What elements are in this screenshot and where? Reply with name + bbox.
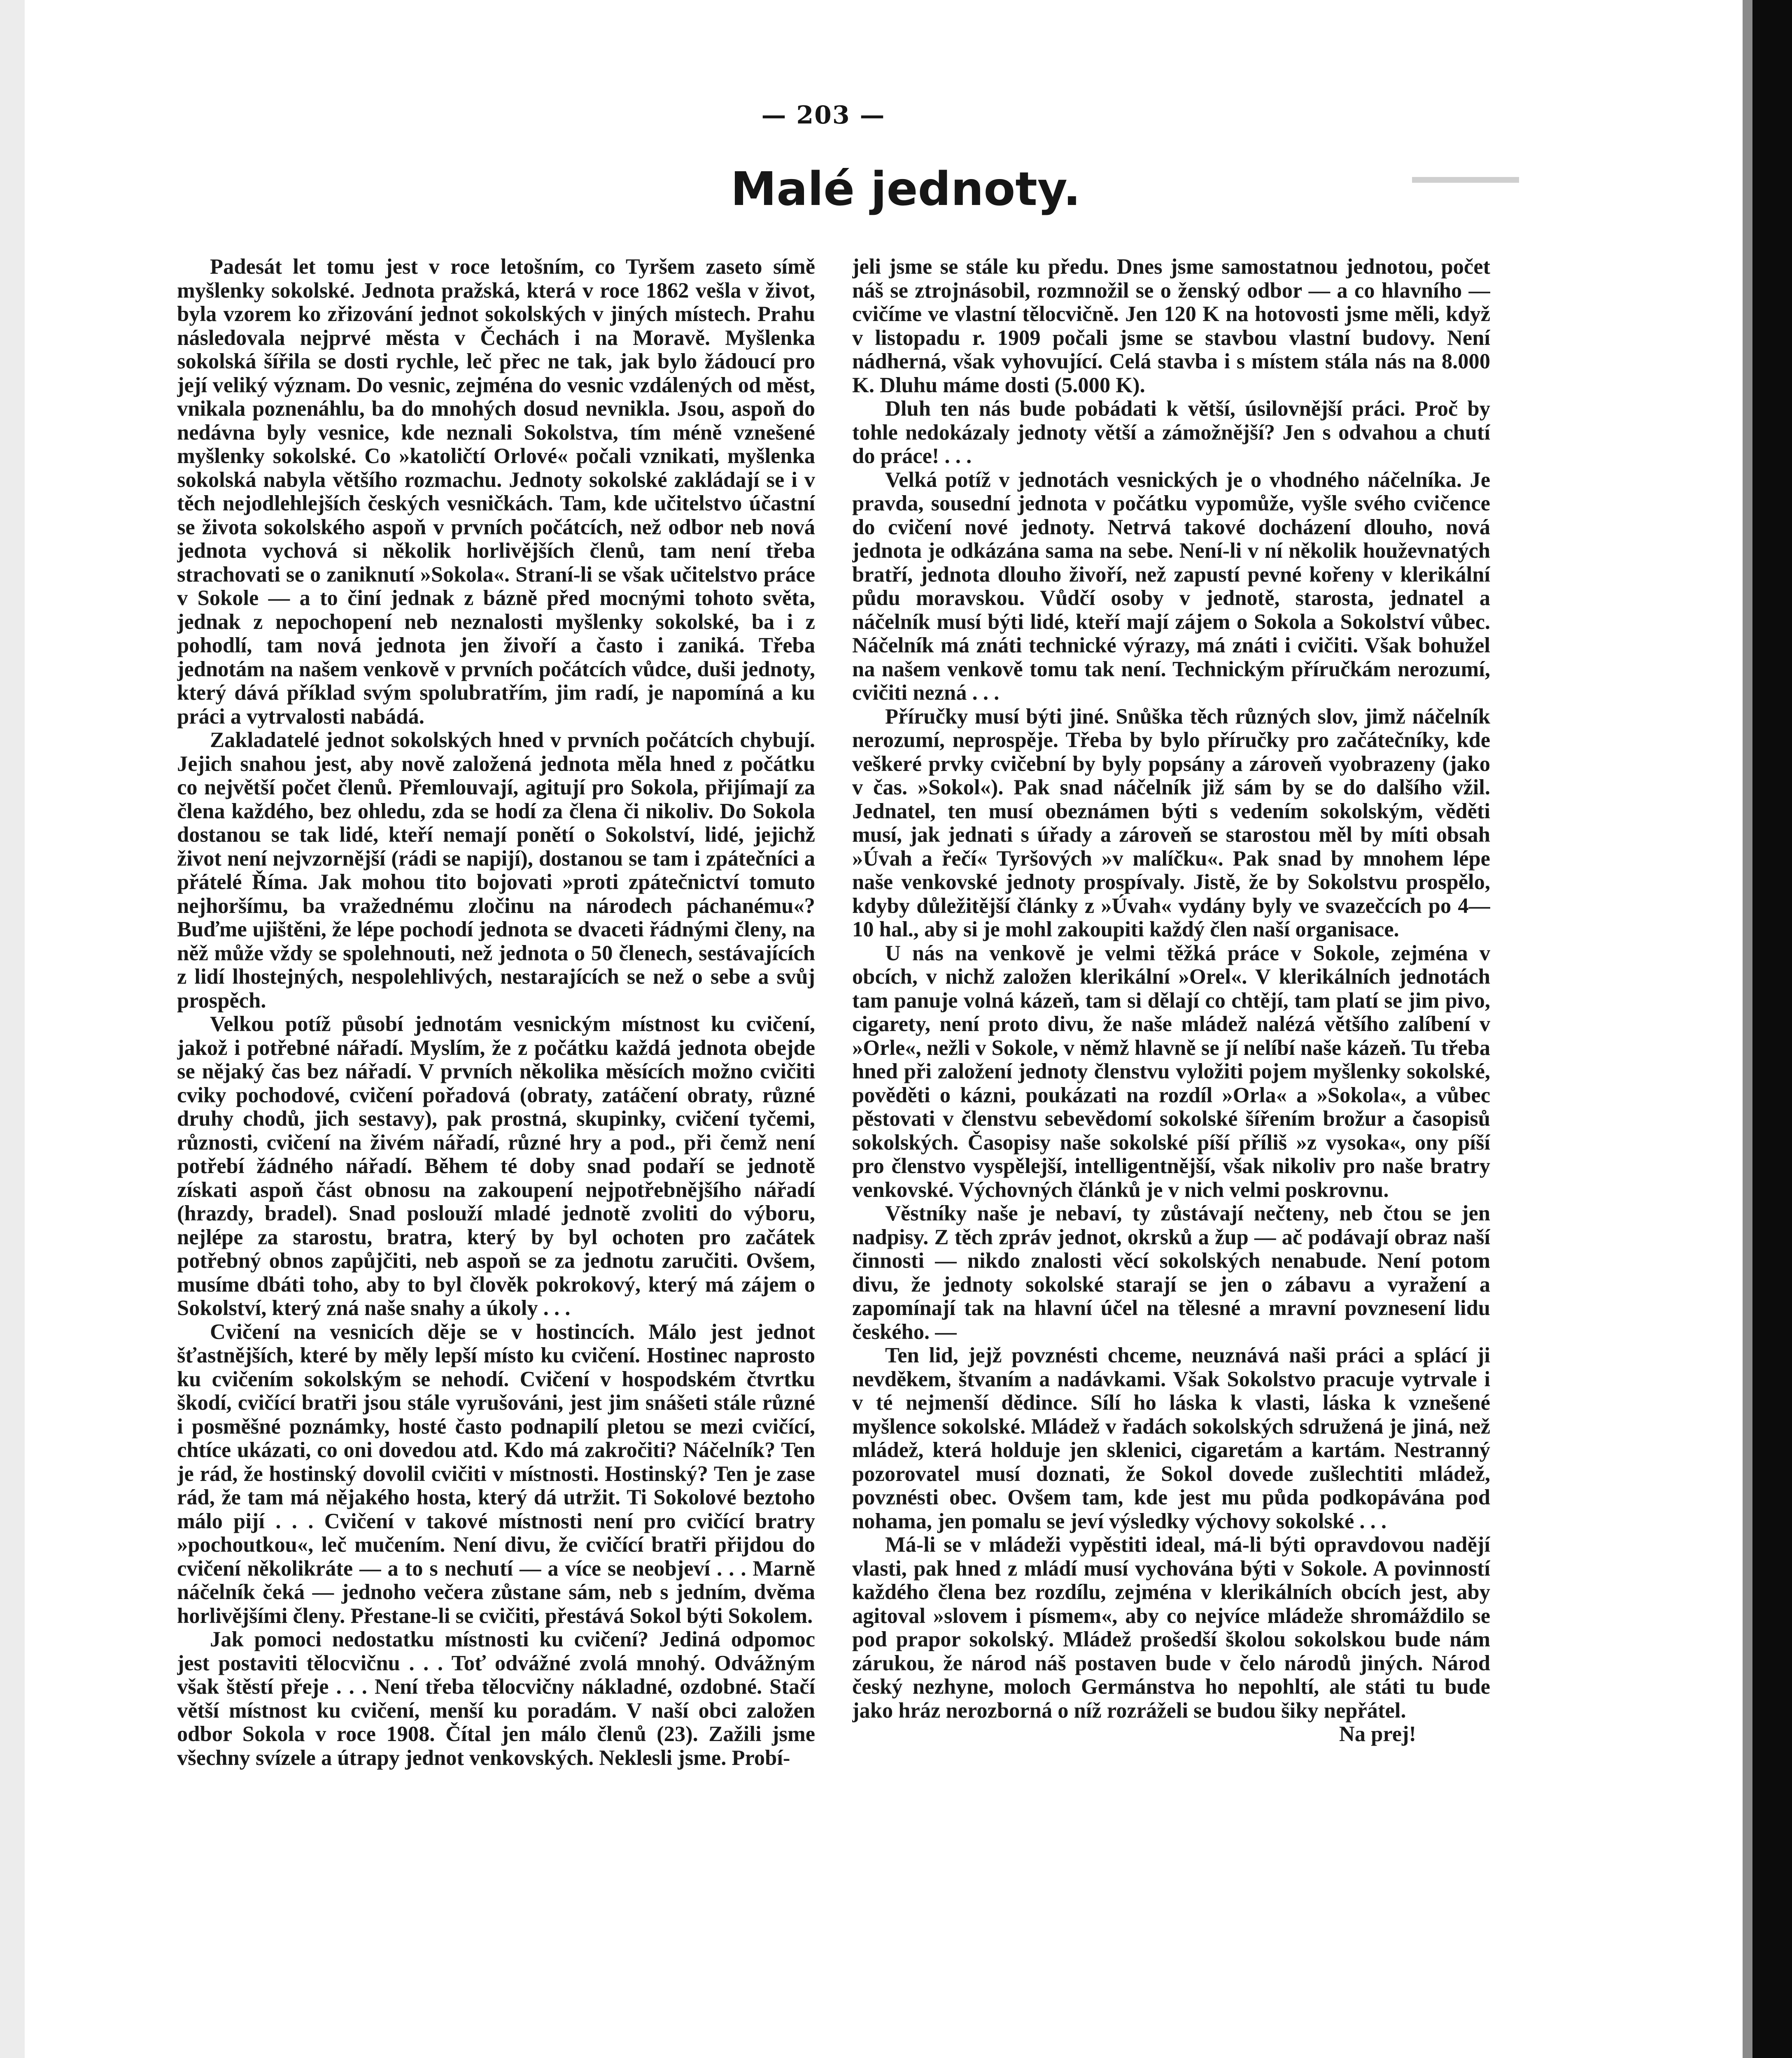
paragraph: Věstníky naše je nebaví, ty zůstávají nečteny, neb čtou se jen nadpisy. Z těch zpráv jednot, okrsků a žup — ač podávají obraz naší činnosti — nikdo znalosti věcí sokolských nenabude. Není potom divu, že jednoty sokolské starají se jen o zábavu a vyražení a zapomínají tak na hlavní účel na tělesné a mravní povznesení lidu českého. —: [852, 1201, 1490, 1344]
paragraph-continued: jeli jsme se stále ku předu. Dnes jsme samostatnou jednotou, počet náš se ztrojnásobil, rozmnožil se o ženský odbor — a co hlavního — cvičíme ve vlastní tělocvičně. Jen 120 K na hotovosti jsme měli, když v listopadu r. 1909 počali jsme se stavbou vlastní budovy. Není nádherná, však vyhovující. Celá stavba i s místem stála nás na 8.000 K. Dluhu máme dosti (5.000 K).: [852, 255, 1490, 397]
paragraph: Ten lid, jejž povznésti chceme, neuznává naši práci a splácí ji nevděkem, štvaním a nadávkami. Však Sokolstvo pracuje vytrvale i v té nejmenší dědince. Sílí ho láska k vlasti, láska k vznešené myšlence sokolské. Mládež v řadách sokolských sdružená je jiná, než mládež, která holduje jen sklenici, cigaretám a kartám. Nestranný pozorovatel musí doznati, že Sokol dovede zušlechtiti mládež, povznésti obec. Ovšem tam, kde jest mu půda podkopávána pod nohama, jen pomalu se jeví výsledky výchovy sokolské . . .: [852, 1343, 1490, 1533]
margin-mark: [1412, 177, 1519, 183]
closing-salutation: Na prej!: [1339, 1722, 1416, 1746]
scan-left-edge: [0, 0, 25, 2058]
scan-right-gap: [1743, 0, 1752, 2058]
paragraph: Zakladatelé jednot sokolských hned v prvních počátcích chybují. Jejich snahou jest, aby nově založená jednota měla hned z počátku co největší počet členů. Přemlouvají, agitují pro Sokola, přijímají za člena každého, bez ohledu, zda se hodí za člena či nikoliv. Do Sokola dostanou se tak lidé, kteří nemají ponětí o Sokolství, lidé, jejichž život není nejvzornější (rádi se napijí), dostanou se tam i zpátečníci a přátelé Říma. Jak mohou tito bojovati »proti zpátečnictví tomuto nejhoršímu, ba vražednému zločinu na národech páchanému«? Buďme ujištěni, že lépe pochodí jednota se dvaceti řádnými členy, na něž může vždy se spolehnouti, než jednota o 50 členech, sestávajících z lidí lhostejných, nespolehlivých, nestarajících se než o sebe a svůj prospěch.: [177, 728, 815, 1013]
page-number: — 203 —: [761, 101, 886, 130]
left-column: [177, 255, 815, 2042]
paragraph: Má-li se v mládeži vypěstiti ideal, má-li býti opravdovou nadějí vlasti, pak hned z mládí musí vychována býti v Sokole. A povinností každého člena bez rozdílu, zejména v klerikálních obcích jest, aby agitoval »slovem i písmem«, aby co nejvíce mládeže shromáždilo se pod prapor sokolský. Mládež prošedší školou sokolskou bude nám zárukou, že národ náš postaven bude v čelo národů jiných. Národ český nezhyne, moloch Germánstva ho nepohltí, ale státi tu bude jako hráz nerozborná o níž rozráželi se budou šiky nepřátel.: [852, 1533, 1490, 1723]
article-title: Malé jednoty.: [730, 163, 1081, 216]
scan-right-edge: [1752, 0, 1792, 2058]
paragraph: Velkou potíž působí jednotám vesnickým místnost ku cvičení, jakož i potřebné nářadí. Myslím, že z počátku každá jednota obejde se nějaký čas bez nářadí. V prvních několika měsících možno cvičiti cviky pochodové, cvičení pořadová (obraty, zatáčení obraty, různé druhy chodů, jich sestavy), pak prostná, skupinky, cvičení tyčemi, různosti, cvičení na živém nářadí, různé hry a pod., při čemž není potřebí žádného nářadí. Během té doby snad podaří se jednotě získati aspoň část obnosu na zakoupení nejpotřebnějšího nářadí (hrazdy, bradel). Snad poslouží mladé jednotě zvoliti do výboru, nejlépe za starostu, bratra, který by byl ochoten pro začátek potřebný obnos zapůjčiti, neb aspoň se za jednotu zaručiti. Ovšem, musíme dbáti toho, aby to byl člověk pokrokový, který má zájem o Sokolství, který zná naše snahy a úkoly . . .: [177, 1012, 815, 1320]
right-column: [852, 255, 1490, 2042]
paragraph: Příručky musí býti jiné. Snůška těch různých slov, jimž náčelník nerozumí, neprospěje. Třeba by bylo příručky pro začátečníky, kde veškeré prvky cvičební by byly popsány a zároveň vyobrazeny (jako v čas. »Sokol«). Pak snad náčelník již sám by se do dalšího vžil. Jednatel, ten musí obeznámen býti s vedením sokolským, věděti musí, jak jednati s úřady a zároveň se starostou měl by míti obsah »Úvah a řečí« Tyršových »v malíčku«. Pak snad by mnohem lépe naše venkovské jednoty prospívaly. Jistě, že by Sokolstvu prospělo, kdyby důležitější články z »Úvah« vydány byly ve svazečcích po 4—10 hal., aby si je mohl zakoupiti každý člen naší organisace.: [852, 704, 1490, 941]
paragraph: Padesát let tomu jest v roce letošním, co Tyršem zaseto símě myšlenky sokolské. Jednota pražská, která v roce 1862 vešla v život, byla vzorem ko zřizování jednot sokolských v jiných místech. Prahu následovala nejprvé města v Čechách i na Moravě. Myšlenka sokolská šířila se dosti rychle, leč přec ne tak, jak bylo žádoucí pro její veliký význam. Do vesnic, zejména do vesnic vzdálených od měst, vnikala poznenáhlu, ba do mnohých dosud nevnikla. Jsou, aspoň do nedávna byly vesnice, kde neznali Sokolstva, tím méně vznešené myšlenky sokolské. Co »katoličtí Orlové« počali vznikati, myšlenka sokolská nabyla většího rozmachu. Jednoty sokolské zakládají se i v těch nejodlehlejších českých vesničkách. Tam, kde učitelstvo účastní se života sokolského aspoň v prvních počátcích, než odbor neb nová jednota vychová si několik horlivějších členů, tam není třeba strachovati se o zaniknutí »Sokola«. Straní-li se však učitelstvo práce v Sokole — a to činí jednak z bázně před mocnými tohoto světa, jednak z nepochopení neb neznalosti myšlenky sokolské, ba i z pohodlí, tam nová jednota jen živoří a často i zaniká. Třeba jednotám na našem venkově v prvních počátcích vůdce, duši jednoty, který dává příklad svým spolubratřím, jim radí, je napomíná a ku práci a vytrvalosti nabádá.: [177, 255, 815, 729]
paragraph: Jak pomoci nedostatku místnosti ku cvičení? Jediná odpomoc jest postaviti tělocvičnu . . . Toť odvážné zvolá mnohý. Odvážným však štěstí přeje . . . Není třeba tělocvičny nákladné, ozdobné. Stačí větší místnost ku cvičení, menší ku poradám. V naší obci založen odbor Sokola v roce 1908. Čítal jen málo členů (23). Zažili jsme všechny svízele a útrapy jednot venkovských. Neklesli jsme. Probí-: [177, 1627, 815, 1770]
paragraph: Velká potíž v jednotách vesnických je o vhodného náčelníka. Je pravda, sousední jednota v počátku vypomůže, vyšle svého cvičence do cvičení nové jednoty. Netrvá takové docházení dlouho, nová jednota je odkázána sama na sebe. Není-li v ní několik houževnatých bratří, jednota dlouho živoří, než zapustí pevné kořeny v klerikální půdu moravskou. Vůdčí osoby v jednotě, starosta, jednatel a náčelník musí býti lidé, kteří mají zájem o Sokola a Sokolství vůbec. Náčelník má znáti technické výrazy, má znáti i cvičiti. Však bohužel na našem venkově tomu tak není. Technickým příručkám nerozumí, cvičiti nezná . . .: [852, 468, 1490, 705]
paragraph: Dluh ten nás bude pobádati k větší, úsilovnější práci. Proč by tohle nedokázaly jednoty větší a zámožnější? Jen s odvahou a chutí do práce! . . .: [852, 397, 1490, 468]
paragraph: U nás na venkově je velmi těžká práce v Sokole, zejména v obcích, v nichž založen klerikální »Orel«. V klerikálních jednotách tam panuje volná kázeň, tam si dělají co chtějí, tam platí se jim pivo, cigarety, není proto divu, že naše mládež nalézá většího zalíbení v »Orle«, nežli v Sokole, v němž hlavně se jí nelíbí naše kázeň. Tu třeba hned při založení jednoty členstvu vyložiti pojem myšlenky sokolské, pověděti o kázni, poukázati na rozdíl »Orla« a »Sokola«, a vůbec pěstovati v členstvu sebevědomí sokolské šířením brožur a časopisů sokolských. Časopisy naše sokolské píší příliš »z vysoka«, ony píší pro členstvo vyspělejší, intelligentnější, však nikoliv pro naše bratry venkovské. Výchovných článků je v nich velmi poskrovnu.: [852, 941, 1490, 1202]
paragraph: Cvičení na vesnicích děje se v hostincích. Málo jest jednot šťastnějších, které by měly lepší místo ku cvičení. Hostinec naprosto ku cvičením sokolským se nehodí. Cvičení v hospodském čtvrtku škodí, cvičící bratři jsou stále vyrušováni, jest jim snášeti stále různé i posměšné poznámky, hosté často podnapilí pletou se mezi cvičící, chtíce ukázati, co oni dovedou atd. Kdo má zakročiti? Náčelník? Ten je rád, že hostinský dovolil cvičiti v místnosti. Hostinský? Ten je zase rád, že tam má nějakého hosta, který dá utržit. Ti Sokolové beztoho málo pijí . . . Cvičení v takové místnosti není pro cvičící bratry »pochoutkou«, leč mučením. Není divu, že cvičící bratři přijdou do cvičení několikráte — a to s nechutí — a více se neobjeví . . . Marně náčelník čeká — jednoho večera zůstane sám, neb s jedním, dvěma horlivějšími členy. Přestane-li se cvičiti, přestává Sokol býti Sokolem.: [177, 1320, 815, 1628]
